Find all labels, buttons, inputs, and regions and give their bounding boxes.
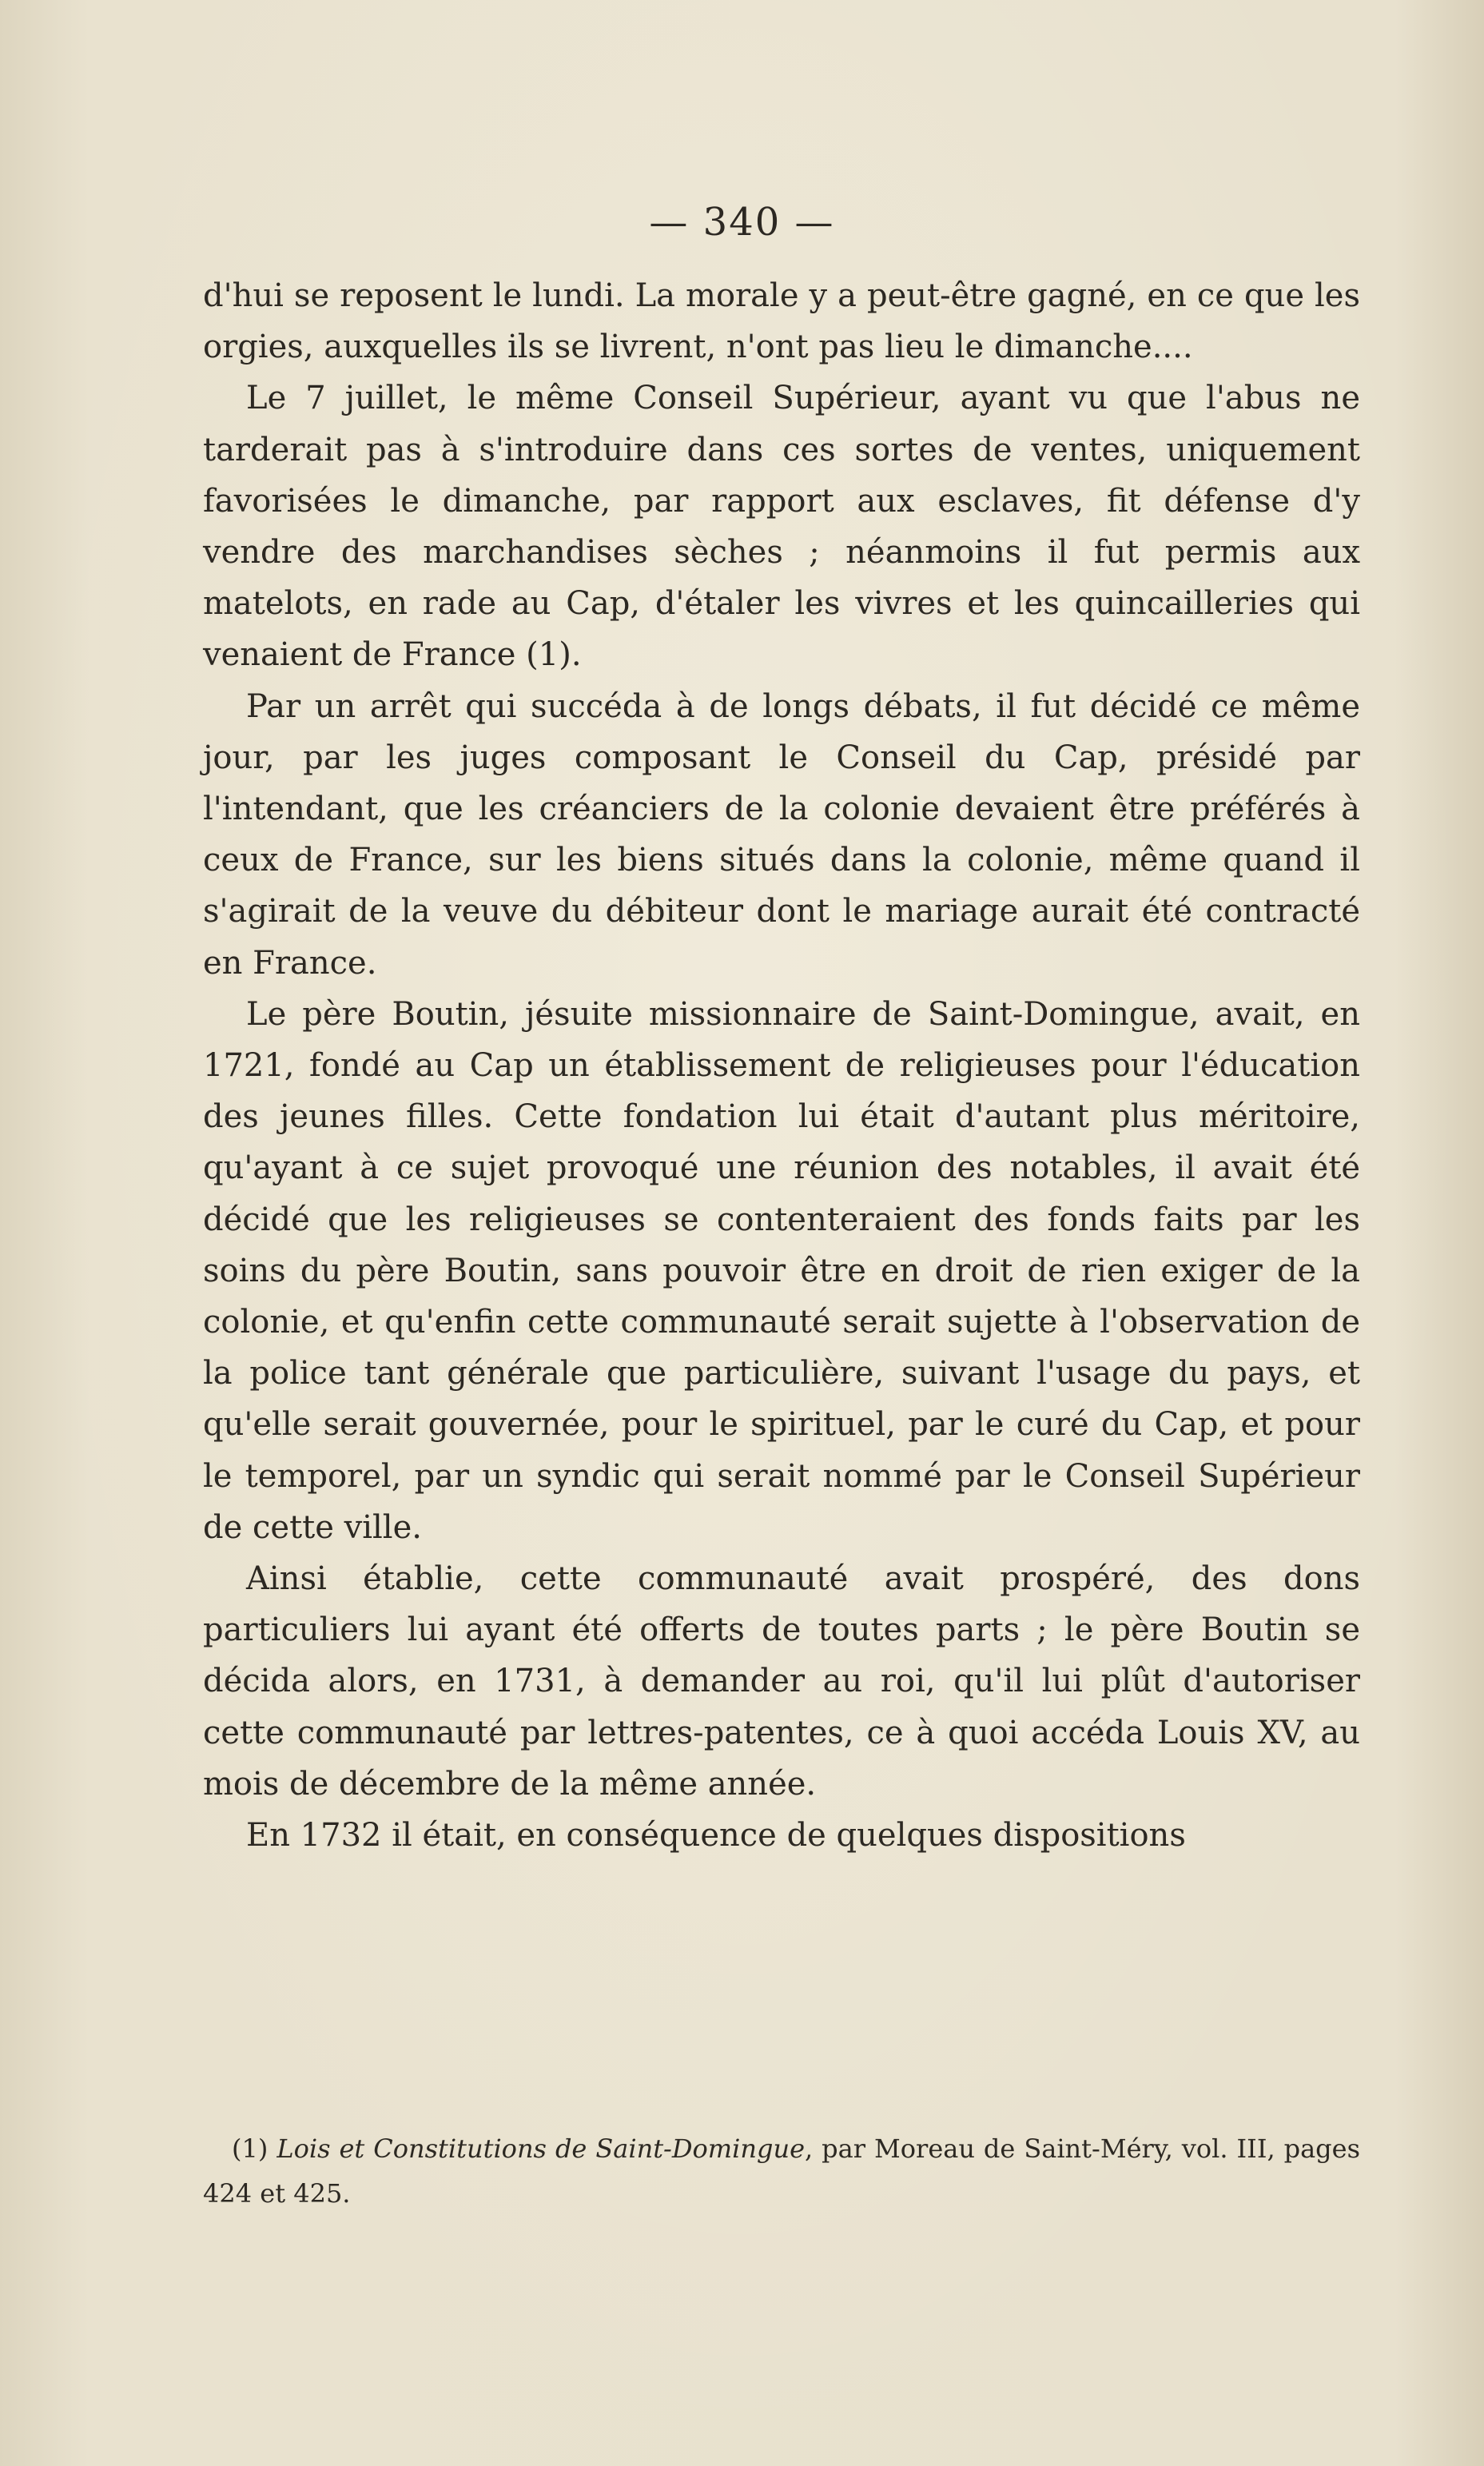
paragraph: Par un arrêt qui succéda à de longs débats, il fut décidé ce même jour, par les juges composant le Conseil du Cap, présidé par l'intendant, que les créanciers de la colonie devaient être préférés à ceux de France, sur les biens situés dans la colonie, même quand il s'agirait de la veuve du débiteur dont le mariage aurait été contracté en France.: [203, 687, 1360, 982]
footnotes: [203, 2126, 1360, 2216]
footnote-title: Lois et Constitutions de Saint-Domingue: [277, 2133, 805, 2164]
footnote-citation: , par Moreau de Saint-Méry, vol. III, pages 424 et 425.: [203, 2133, 1361, 2209]
paragraph: En 1732 il était, en conséquence de quelques dispositions: [246, 1817, 1186, 1854]
page-number: — 340 —: [649, 200, 835, 245]
footnote-marker: (1): [232, 2133, 269, 2164]
paragraph: Le père Boutin, jésuite missionnaire de Saint-Domingue, avait, en 1721, fondé au Cap un établissement de religieuses pour l'éducation des jeunes filles. Cette fondation lui était d'autant plus méritoire, qu'ayant à ce sujet provoqué une réunion des notables, il avait été décidé que les religieuses se contenteraient des fonds faits par les soins du père Boutin, sans pouvoir être en droit de rien exiger de la colonie, et qu'enfin cette communauté serait sujette à l'observation de la police tant générale que particulière, suivant l'usage du pays, et qu'elle serait gouvernée, pour le spirituel, par le curé du Cap, et pour le temporel, par un syndic qui serait nommé par le Conseil Supérieur de cette ville.: [203, 995, 1360, 1546]
paragraph: Le 7 juillet, le même Conseil Supérieur, ayant vu que l'abus ne tarderait pas à s'introduire dans ces sortes de ventes, uniquement favorisées le dimanche, par rapport aux esclaves, fit défense d'y vendre des marchandises sèches ; néanmoins il fut permis aux matelots, en rade au Cap, d'étaler les vivres et les quincailleries qui venaient de France (1).: [203, 380, 1360, 674]
paragraph: Ainsi établie, cette communauté avait prospéré, des dons particuliers lui ayant été offerts de toutes parts ; le père Boutin se décida alors, en 1731, à demander au roi, qu'il lui plût d'autoriser cette communauté par lettres-patentes, ce à quoi accéda Louis XV, au mois de décembre de la même année.: [203, 1560, 1360, 1803]
footnote: [203, 2126, 1360, 2216]
paragraph-continuation: d'hui se reposent le lundi. La morale y a peut-être gagné, en ce que les orgies, auxquelles ils se livrent, n'ont pas lieu le dimanche....: [203, 277, 1360, 366]
body-text: [203, 270, 1360, 1861]
